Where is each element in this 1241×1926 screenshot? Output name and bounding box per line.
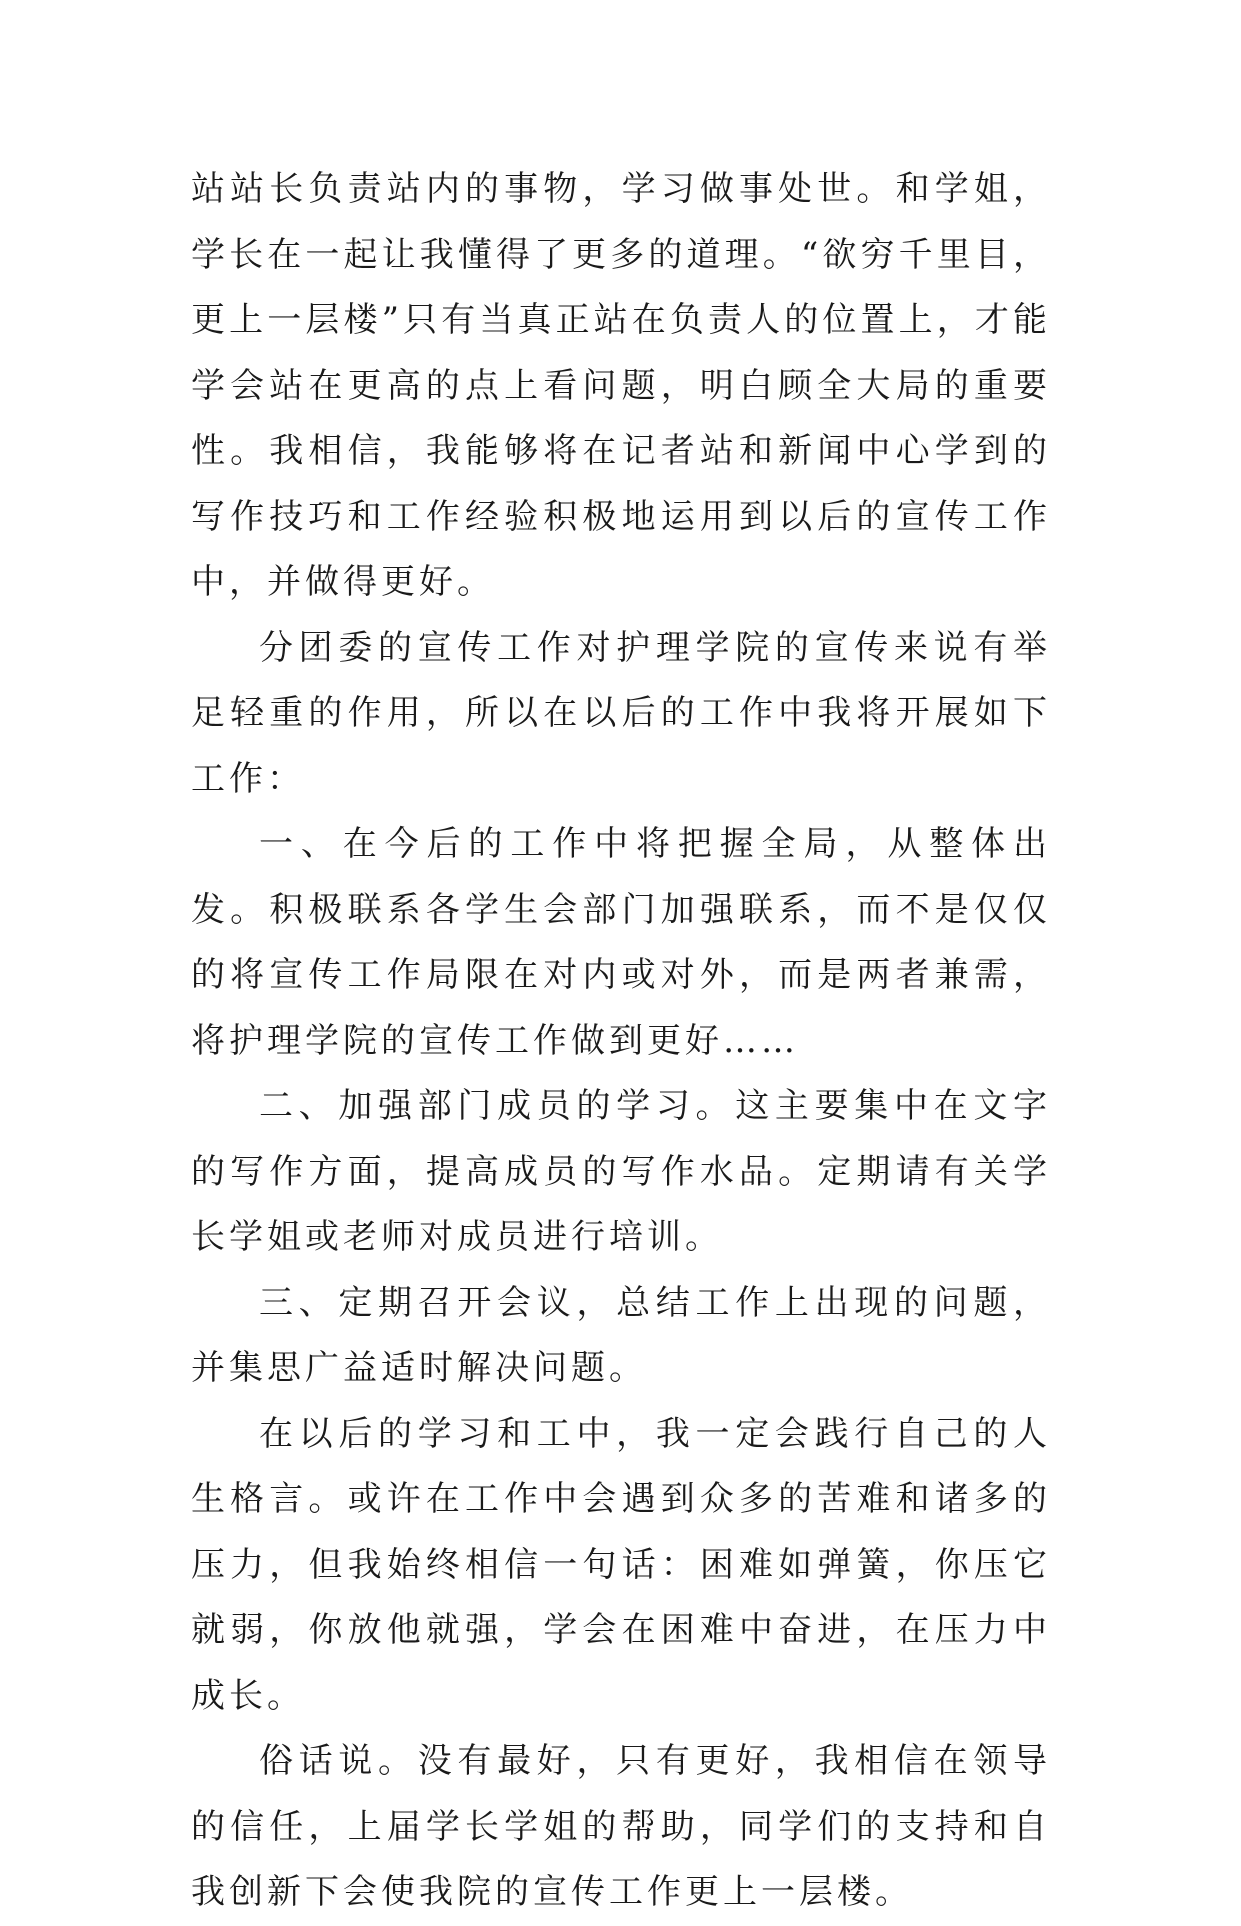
paragraph-plan-item-2: 二、加强部门成员的学习。这主要集中在文字的写作方面，提高成员的写作水品。定期请有关学长学姐或老师对成员进行培训。: [191, 1086, 1051, 1257]
paragraph-conclusion: 俗话说。没有最好，只有更好，我相信在领导的信任，上届学长学姐的帮助，同学们的支持和自我创新下会使我院的宣传工作更上一层楼。: [191, 1741, 1051, 1912]
paragraph-plan-item-3: 三、定期召开会议，总结工作上出现的问题，并集思广益适时解决问题。: [191, 1282, 1051, 1388]
paragraph-continued-from-previous-page: 站站长负责站内的事物，学习做事处世。和学姐，学长在一起让我懂得了更多的道理。“欲穷千里目，更上一层楼”只有当真正站在负责人的位置上，才能学会站在更高的点上看问题，明白顾全大局的重要性。我相信，我能够将在记者站和新闻中心学到的写作技巧和工作经验积极地运用到以后的宣传工作中，并做得更好。: [191, 169, 1051, 602]
paragraph-personal-motto: 在以后的学习和工中，我一定会践行自己的人生格言。或许在工作中会遇到众多的苦难和诸多的压力，但我始终相信一句话：困难如弹簧，你压它就弱，你放他就强，学会在困难中奋进，在压力中成长。: [191, 1413, 1051, 1716]
document-body: [191, 157, 1051, 1926]
paragraph-plan-item-1: 一、在今后的工作中将把握全局，从整体出发。积极联系各学生会部门加强联系，而不是仅仅的将宣传工作局限在对内或对外，而是两者兼需，将护理学院的宣传工作做到更好……: [191, 824, 1051, 1061]
paragraph-work-plan-intro: 分团委的宣传工作对护理学院的宣传来说有举足轻重的作用，所以在以后的工作中我将开展如下工作：: [191, 627, 1051, 799]
